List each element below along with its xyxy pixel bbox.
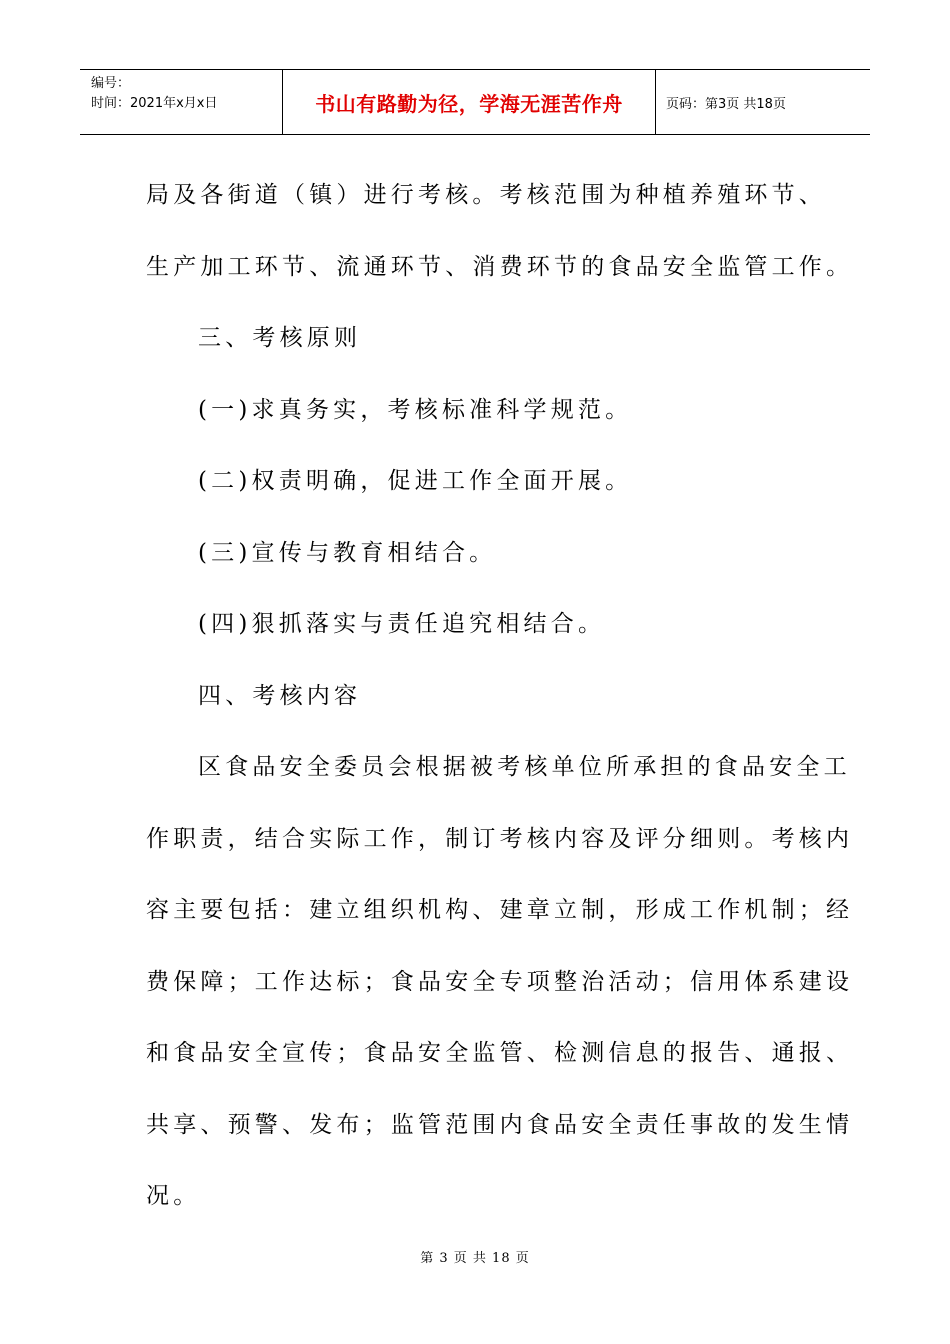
principle-item: (四)狠抓落实与责任追究相结合。 bbox=[198, 611, 606, 637]
body-line: 容主要包括：建立组织机构、建章立制，形成工作机制；经 bbox=[146, 897, 854, 923]
body-line: 作职责，结合实际工作，制订考核内容及评分细则。考核内 bbox=[146, 825, 854, 852]
document-number-label: 编号： bbox=[91, 76, 131, 91]
body-line: 和食品安全宣传；食品安全监管、检测信息的报告、通报、 bbox=[146, 1040, 854, 1066]
principle-item: (二)权责明确，促进工作全面开展。 bbox=[198, 468, 633, 494]
header-meta bbox=[80, 70, 282, 134]
header-page-info: 页码：第3页 共18页 bbox=[666, 96, 786, 112]
principle-item: (三)宣传与教育相结合。 bbox=[198, 539, 497, 566]
document-body bbox=[146, 160, 854, 1233]
body-line: 局及各街道（镇）进行考核。考核范围为种植养殖环节、 bbox=[146, 182, 826, 208]
header-motto: 书山有路勤为径，学海无涯苦作舟 bbox=[315, 91, 623, 116]
body-line: 共享、预警、发布；监管范围内食品安全责任事故的发生情 bbox=[146, 1111, 854, 1138]
document-date-label: 时间：2021年x月x日 bbox=[91, 96, 218, 111]
page-footer: 第 3 页 共 18 页 bbox=[420, 1251, 530, 1266]
section-heading-principles: 三、考核原则 bbox=[198, 325, 362, 351]
header-motto-cell bbox=[282, 70, 656, 134]
body-line: 况。 bbox=[146, 1183, 201, 1209]
principle-item: (一)求真务实，考核标准科学规范。 bbox=[198, 396, 633, 423]
body-line: 费保障；工作达标；食品安全专项整治活动；信用体系建设 bbox=[146, 968, 854, 995]
body-line: 区食品安全委员会根据被考核单位所承担的食品安全工 bbox=[198, 754, 851, 780]
header-page-info-cell bbox=[656, 70, 870, 134]
section-heading-content: 四、考核内容 bbox=[198, 682, 362, 709]
page-header bbox=[80, 69, 870, 135]
body-line: 生产加工环节、流通环节、消费环节的食品安全监管工作。 bbox=[146, 253, 854, 280]
